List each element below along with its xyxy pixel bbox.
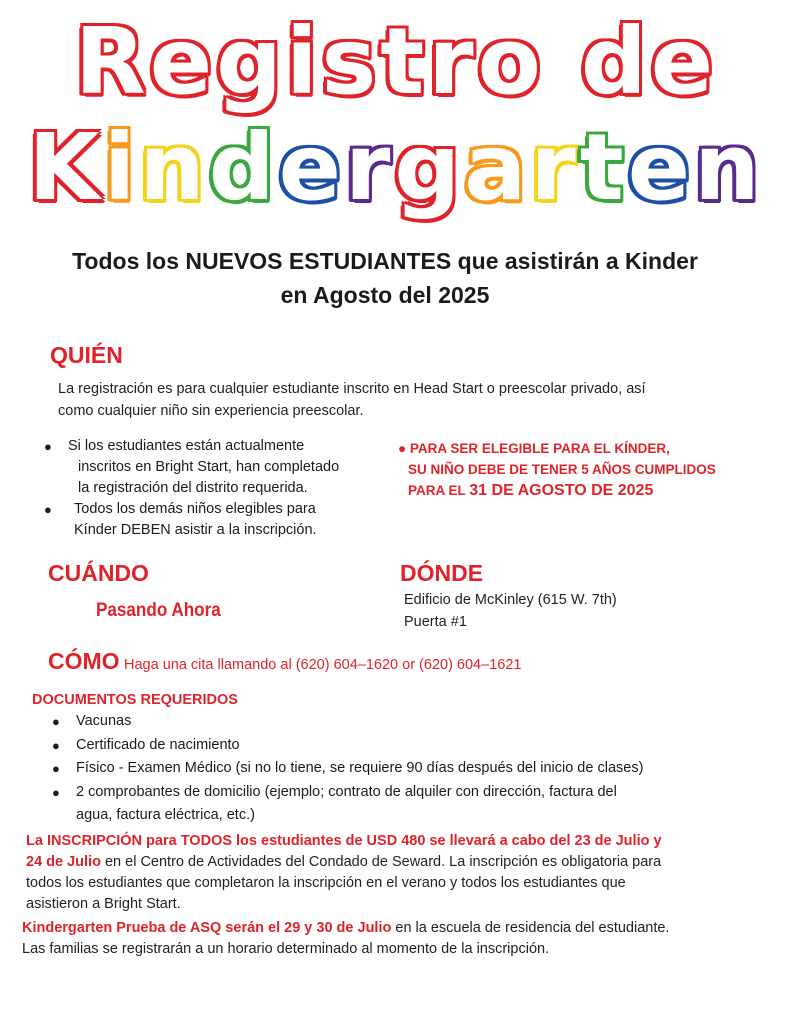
doc-item-text: agua, factura eléctrica, etc.) <box>76 807 255 823</box>
title-letter: a <box>464 114 531 221</box>
title-registro-de <box>0 8 792 115</box>
quien-body-line-2: como cualquier niño sin experiencia preescolar. <box>58 403 364 419</box>
eligibility-line-3a: PARA EL <box>408 483 470 498</box>
title-letter: n <box>694 114 764 221</box>
title-letter: t <box>579 114 628 221</box>
eligibility-note <box>398 438 758 501</box>
bullet-icon: ● <box>44 502 52 517</box>
headline <box>20 244 750 312</box>
cuando-heading: CUÁNDO <box>48 560 149 586</box>
asq-bold: Kindergarten Prueba de ASQ serán el 29 y 30 de Julio <box>22 920 392 936</box>
title-letter: d <box>580 8 651 115</box>
eligibility-line-1: PARA SER ELEGIBLE PARA EL KÍNDER, <box>409 441 670 456</box>
inscripcion-bold-1: La INSCRIPCIÓN para TODOS los estudiantes de USD 480 se llevará a cabo del 23 de Julio y <box>26 833 662 849</box>
list-item <box>46 710 766 734</box>
bullet-icon: ● <box>52 714 60 729</box>
bullet-icon: ● <box>52 761 60 776</box>
list-item <box>46 757 766 781</box>
cuando-value: Pasando Ahora <box>96 600 221 621</box>
title-letter: r <box>428 8 478 115</box>
title-letter: e <box>278 114 345 221</box>
bullet-1-line-1: Si los estudiantes están actualmente <box>68 438 305 454</box>
list-item <box>38 499 388 541</box>
quien-bullets <box>38 436 388 541</box>
title-letter: g <box>216 8 286 115</box>
inscripcion-bold-2: 24 de Julio <box>26 854 101 870</box>
doc-item-text: Físico - Examen Médico (si no lo tiene, se requiere 90 días después del inicio de clases) <box>76 760 644 776</box>
asq-rest-1: en la escuela de residencia del estudiante. <box>391 920 670 936</box>
quien-heading: QUIÉN <box>50 342 123 368</box>
donde-line-1: Edificio de McKinley (615 W. 7th) <box>404 592 617 608</box>
quien-body-line-1: La registración es para cualquier estudiante inscrito en Head Start o preescolar privado, así <box>58 381 646 397</box>
inscripcion-rest-2: todos los estudiantes que completaron la inscripción en el verano y todos los estudiantes que <box>26 875 626 891</box>
doc-item-text: Certificado de nacimiento <box>76 736 240 753</box>
documentos-heading: DOCUMENTOS REQUERIDOS <box>32 692 238 708</box>
title-letter: e <box>627 114 695 221</box>
bullet-1-line-3: la registración del distrito requerida. <box>78 480 308 496</box>
eligibility-line-2: SU NIÑO DEBE DE TENER 5 AÑOS CUMPLIDOS <box>408 462 716 477</box>
donde-line-2: Puerta #1 <box>404 614 467 630</box>
title-letter: n <box>139 114 209 221</box>
como-text: Haga una cita llamando al (620) 604–1620 or (620) 604–1621 <box>124 657 522 673</box>
headline-line-1: Todos los NUEVOS ESTUDIANTES que asistirán a Kinder <box>72 248 698 274</box>
inscripcion-rest-1: en el Centro de Actividades del Condado de Seward. La inscripción es obligatoria para <box>100 854 662 870</box>
title-letter: K <box>28 114 104 221</box>
list-item <box>46 734 766 758</box>
asq-rest-2: Las familias se registrarán a un horario determinado al momento de la inscripción. <box>22 941 550 957</box>
como-row <box>48 648 521 675</box>
doc-item-text: Vacunas <box>76 713 132 729</box>
title-letter: i <box>285 8 322 115</box>
bullet-icon: ● <box>52 737 60 753</box>
eligibility-date: 31 DE AGOSTO DE 2025 <box>469 482 654 499</box>
bullet-2-line-2: Kínder DEBEN asistir a la inscripción. <box>74 522 317 538</box>
title-letter: t <box>380 8 429 115</box>
title-letter: d <box>208 114 279 221</box>
list-item <box>46 781 766 805</box>
title-letter: e <box>149 8 217 115</box>
title-letter: e <box>650 8 718 115</box>
title-letter: r <box>530 114 580 221</box>
title-letter <box>545 12 581 112</box>
eligibility-bullet-icon: ● <box>398 441 410 456</box>
title-letter: g <box>394 114 465 221</box>
bullet-2-line-1: Todos los demás niños elegibles para <box>74 501 316 517</box>
title-kindergarten <box>0 114 792 221</box>
title-letter: r <box>345 114 395 221</box>
title-letter: s <box>321 8 381 115</box>
asq-paragraph <box>22 918 782 960</box>
title-letter: R <box>74 8 150 115</box>
inscripcion-rest-3: asistieron a Bright Start. <box>26 896 181 912</box>
list-item-continuation <box>46 804 766 828</box>
doc-item-text: 2 comprobantes de domicilio (ejemplo; contrato de alquiler con dirección, factura del <box>76 783 617 800</box>
donde-address <box>404 589 617 633</box>
title-letter: o <box>477 8 545 115</box>
documentos-list <box>46 710 766 828</box>
headline-line-2: en Agosto del 2025 <box>280 282 490 308</box>
list-item <box>38 436 388 499</box>
bullet-icon: ● <box>44 439 52 454</box>
inscripcion-paragraph <box>26 831 776 915</box>
title-letter: i <box>103 114 140 221</box>
bullet-icon: ● <box>52 784 60 800</box>
donde-heading: DÓNDE <box>400 560 484 586</box>
quien-body <box>58 378 758 422</box>
como-heading: CÓMO <box>48 648 120 674</box>
bullet-1-line-2: inscritos en Bright Start, han completado <box>78 459 340 475</box>
